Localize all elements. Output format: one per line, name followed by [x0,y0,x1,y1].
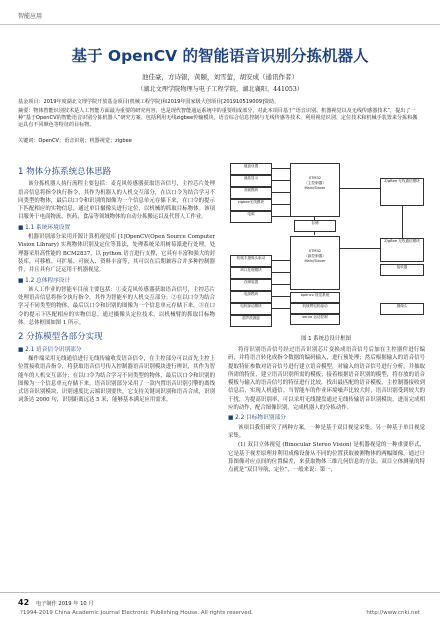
motor-drive-box: 电机驱动模块 [230,303,272,315]
camera-box: 摄像头 [380,303,424,315]
abstract: 摘要：物体智能识别技术是人工智能方面最为重要的研究内容，也是现代智能通运系统中的重要组成部分，对此本项目基于“语音识别、机器视觉以及无线传感器技术”，提出了一种“基于OpenCV的智能语音识别分拣机器人”研究方案。包括利用无线zigbee传输模块，语音综合信息控制与无线传感等技术，利用视觉识别、定位技术和机械手装置来分拣和搬运具有不同颜色等特征的目标物。 [18,108,418,129]
figure-caption: 图 1 系统总设计框图 [301,336,351,342]
section-1-heading: 1 物体分拣系统总体思路 [18,167,112,177]
arm-motor-box: 机械臂电机驱动 [290,303,340,314]
section-tag: 智能应用 [18,13,43,20]
top-bar [0,0,440,25]
paragraph: 该项目我们研究了两种方案，一种是基于双目视觉采集，另一种基于单目视觉采集。 [228,424,425,439]
servo-box: servo 运动控制 [290,314,340,325]
subsection-1-1-heading: ■ 1.1 系统环境设置 [18,224,71,231]
left-column [18,162,215,406]
paragraph: (1) 双目立体视觉 (Binocular Stereo Vision) 是机器视觉的一种重要形式，它是基于视差原理并利用成像设备从不同的位置获取被测物体的两幅图像，通过计算图像对应点间的位置偏差，来获取物体三维几何信息的方法。双目立体测量的特点就是“双目导航，定位”，一般来说：第一， [228,442,425,474]
sub-controller-box: STM32 （副控制器） Main/Slaver [290,236,340,290]
keywords: 关键词：OpenCV；语音识别；机器视觉；zigbee [18,138,132,144]
subsection-1-2-heading: ■ 1.2 总体程序设计 [18,277,71,284]
authors: 池佳豪，方诗银，黄颐，刘雪萤，胡安成（通讯作者） [142,73,298,81]
cnki-link[interactable]: http://www.cnki.net [366,610,420,616]
right-zigbee-box-2: Z/gBee 无线通信模块 [380,238,424,262]
subsection-2-1-heading: ■ 2.1 语音信令识别部分 [18,346,82,353]
subsection-2-2-heading: ■ 2.2 目标物识别部分 [228,415,286,422]
page-number: 42 [18,598,30,607]
paragraph: 该人工作业的智能车目前主要包括：①麦克风传感器获取语音信号，主控芯片处理语音信息将指令执行指令，其作为智能车的人机交互部分；②在以口令为结合学习不同类型的物体，最后以口令和识别的图像为一个信息单元存储下来。③在口令的提示下匹配相应的实物信息。通过摄像头定位技术，以机械臂的抓取目标物体。总体框图如图 1 所示。 [18,286,215,327]
lcd-box: 液晶显示 [230,175,272,187]
publication-line: 电子制作 2019 年 10 月 [36,601,94,607]
system-block-diagram [228,160,424,330]
paragraph: 该分拣机器人执行流程主要包括：麦克风传感器获取语音信号，主控芯片处理语音信息将指令执行指令，其作为机器人的人机交互部分，在以口令为结合学习不同类型的物体，最后以口令和识别的图像为一个信息单元存储下来，在口令的提示下匹配相应的实物信息。通过单目摄像头进行定位，以机械的抓取目标物体。该项目服务于电商物流、医药、食品等领域物体的自动分拣搬运以及代替人工作业。 [18,181,215,221]
storage-device-box: 存储装置 [230,279,272,291]
storage-box: 存储 [294,220,336,232]
section-2-heading: 2 分拣模型各部分实现 [18,332,103,343]
keyboard-box: 键盘设置 [230,163,272,175]
affiliation: （湖北文理学院物理与电子工程学院，湖北襄阳，441053） [137,86,303,93]
copyright-line: ?1994-2019 China Academic Journal Electronic Publishing House. All rights reserved. [20,610,253,616]
power-box: 电源 [230,211,272,223]
left-zigbee-box: zigbee无线模块 [230,199,272,211]
opencv-vision-box: opencv 视觉系统 [290,292,340,303]
right-column [228,346,425,475]
right-zigbee-box: Z/gBee 无线通信模块 [380,178,424,206]
paragraph: 机器识别部分采用开源计算机视觉库 [1]OpenCV(Open Source Computer Vision Library) 实现物体识别及定位等算法，处理系统采用树莓派进行处理，处理器采用高性能的 BCM2837，以 python 语言进行支撑，它具有丰富和强大的封装库，可移植、可扩展、可嵌入、资料丰富等，其可以在后期兼容合并多种控制器件，并且具有广泛运用于机器视觉。 [18,234,215,274]
paragraph: 将待识别语音信号经过语音识别芯片变换成语音信号后加在主控器件进行编码，并将语言转化成指令数据的编码输入，进行预处理；然后根据输入的语音信号提取特征参数对语音信号进行建立语音模型，对输入的语音信号进行分析，并抽取所需的特征，建立语音识别所需的模板；接着根据语音识别的模型，将存放的语音模板与输入的语音信号的特征进行比较，找出最匹配的语音模板，主控制器接收到信息后，实现人机通信。当智能车的作业环境噪声比较大时，语音识别受到较大的干扰，为提高识别率，可以采用无线键盘通过无线传输语音识别模块，进而完成相应的动作，配合图像识别，完成机器人的分拣动作。 [228,347,425,412]
power-module-box: 电源模块 [230,291,272,303]
sensor-drive-box: 机械手摄像头驱动 [230,255,272,267]
ultrasonic-box: 超声波测距 [230,315,272,327]
receiver-box: 接收器 [380,264,424,276]
audio-box: 音频模块 [230,187,272,199]
uart-box: 串口处理模块 [230,267,272,279]
paragraph: 操作端采用无线通信进行无线传输收发语音信令，在主控部分可以首先主控上位置接收语音指令，将获取语音信号传入控制器语音识别模块进行辨识，其作为智能车的人机交互部分；在以口令为结合学习不同类型的物体，最后以口令和识别的图像为一个信息单元存储下来。语音识别部分采用了一款内置语音识别引擎的离线式语音识别模块，识别速度比云端识别要快，它支持关键词识别和语音合成，识别词条达 2000 句，识别距离远达 5 米，能够基本满足应用需求。 [18,355,215,404]
fund-line: 基金项目：2019年度湖北文理学院开放基金项目(机械工程学院)和2019年国家级大创项目[201910519009]资助。 [18,99,280,105]
main-controller-box: STM32 （主控制器） Main/Slaver [290,163,340,217]
paper-title: 基于 OpenCV 的智能语音识别分拣机器人 [71,47,369,65]
